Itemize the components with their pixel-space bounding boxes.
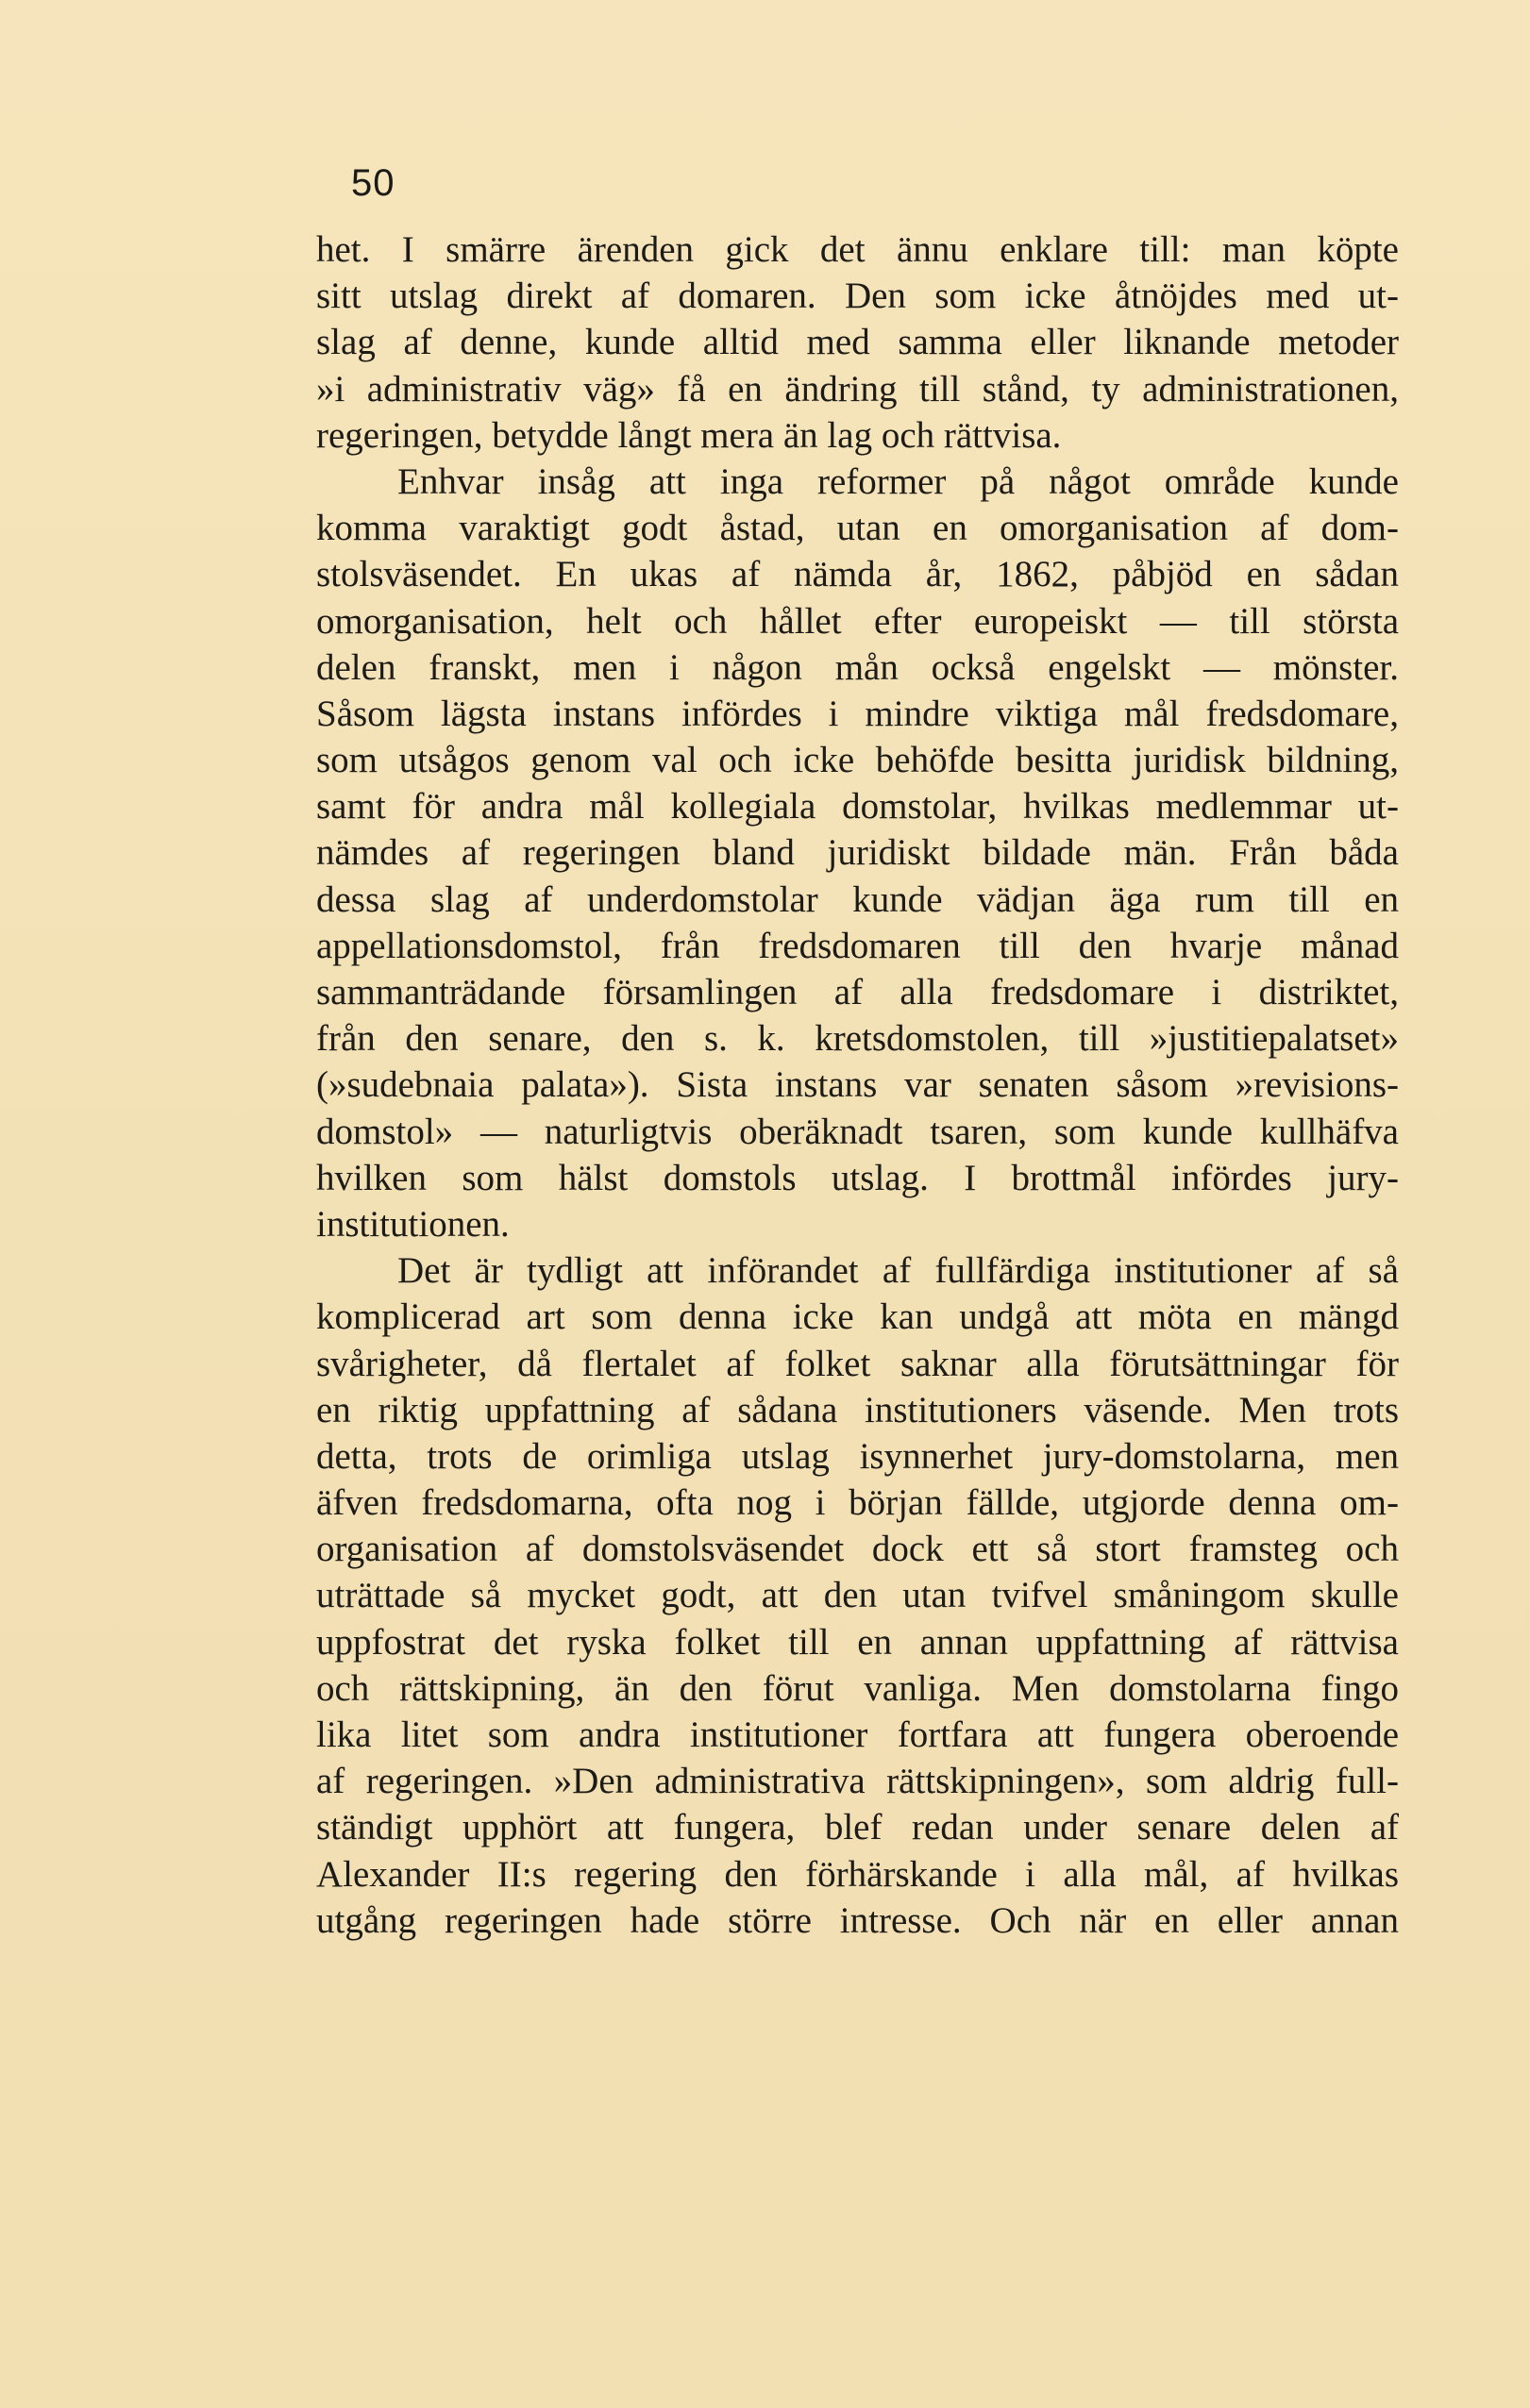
text-line: en riktig uppfattning af sådana institutioners väsende. Men trots [316,1389,1399,1430]
text-line: som utsågos genom val och icke behöfde besitta juridisk bildning, [316,740,1399,781]
text-line: komma varaktigt godt åstad, utan en omorganisation af dom- [316,508,1399,549]
text-line: hvilken som hälst domstols utslag. I brottmål infördes jury- [316,1157,1399,1198]
text-line: utgång regeringen hade större intresse. Och när en eller annan [316,1899,1399,1941]
text-line: komplicerad art som denna icke kan undgå att möta en mängd [316,1296,1399,1338]
text-line: svårigheter, då flertalet af folket saknar alla förutsättningar för [316,1343,1399,1384]
text-line: »i administrativ väg» få en ändring till stånd, ty administrationen, [316,368,1399,410]
text-line: Alexander II:s regering den förhärskande i alla mål, af hvilkas [316,1853,1399,1895]
text-line: regeringen, betydde långt mera än lag och rättvisa. [316,414,1062,456]
text-line: från den senare, den s. k. kretsdomstolen, till »justitiepalatset» [316,1018,1399,1060]
text-line: appellationsdomstol, från fredsdomaren till den hvarje månad [316,925,1399,966]
text-line: domstol» — naturligtvis oberäknadt tsaren, som kunde kullhäfva [316,1111,1399,1152]
text-line: dessa slag af underdomstolar kunde vädjan äga rum till en [316,878,1399,920]
text-line: stolsväsendet. En ukas af nämda år, 1862, påbjöd en sådan [316,554,1399,595]
text-line: het. I smärre ärenden gick det ännu enklare till: man köpte [316,229,1399,270]
text-line: äfven fredsdomarna, ofta nog i början fällde, utgjorde denna om- [316,1482,1399,1524]
text-line: (»sudebnaia palata»). Sista instans var senaten såsom »revisions- [316,1064,1399,1106]
text-line: uppfostrat det ryska folket till en annan uppfattning af rättvisa [316,1621,1399,1663]
text-line: institutionen. [316,1203,510,1245]
text-line: organisation af domstolsväsendet dock ett så stort framsteg och [316,1529,1399,1570]
text-line: omorganisation, helt och hållet efter europeiskt — till största [316,600,1399,642]
text-line: ständigt upphört att fungera, blef redan under senare delen af [316,1807,1399,1848]
page-number: 50 [351,162,395,204]
paragraph [316,459,1399,1247]
text-line: af regeringen. »Den administrativa rättskipningen», som aldrig full- [316,1761,1399,1802]
text-line: samt för andra mål kollegiala domstolar, hvilkas medlemmar ut- [316,786,1399,828]
text-line: slag af denne, kunde alltid med samma eller liknande metoder [316,322,1399,363]
text-line: Enhvar insåg att inga reformer på något område kunde [397,460,1399,502]
text-line: uträttade så mycket godt, att den utan tvifvel småningom skulle [316,1575,1399,1616]
text-line: detta, trots de orimliga utslag isynnerhet jury-domstolarna, men [316,1435,1399,1477]
text-line: sitt utslag direkt af domaren. Den som icke åtnöjdes med ut- [316,276,1399,317]
text-line: lika litet som andra institutioner fortfara att fungera oberoende [316,1714,1399,1755]
paragraph [316,1247,1399,1944]
text-line: och rättskipning, än den förut vanliga. Men domstolarna fingo [316,1667,1399,1709]
text-line: nämdes af regeringen bland juridiskt bildade män. Från båda [316,832,1399,874]
body-text [316,226,1399,1944]
text-line: sammanträdande församlingen af alla fredsdomare i distriktet, [316,972,1399,1012]
text-line: Såsom lägsta instans infördes i mindre viktiga mål fredsdomare, [316,693,1399,734]
paragraph [316,226,1399,459]
text-line: delen franskt, men i någon mån också engelskt — mönster. [316,646,1399,688]
text-line: Det är tydligt att införandet af fullfärdiga institutioner af så [397,1250,1399,1292]
